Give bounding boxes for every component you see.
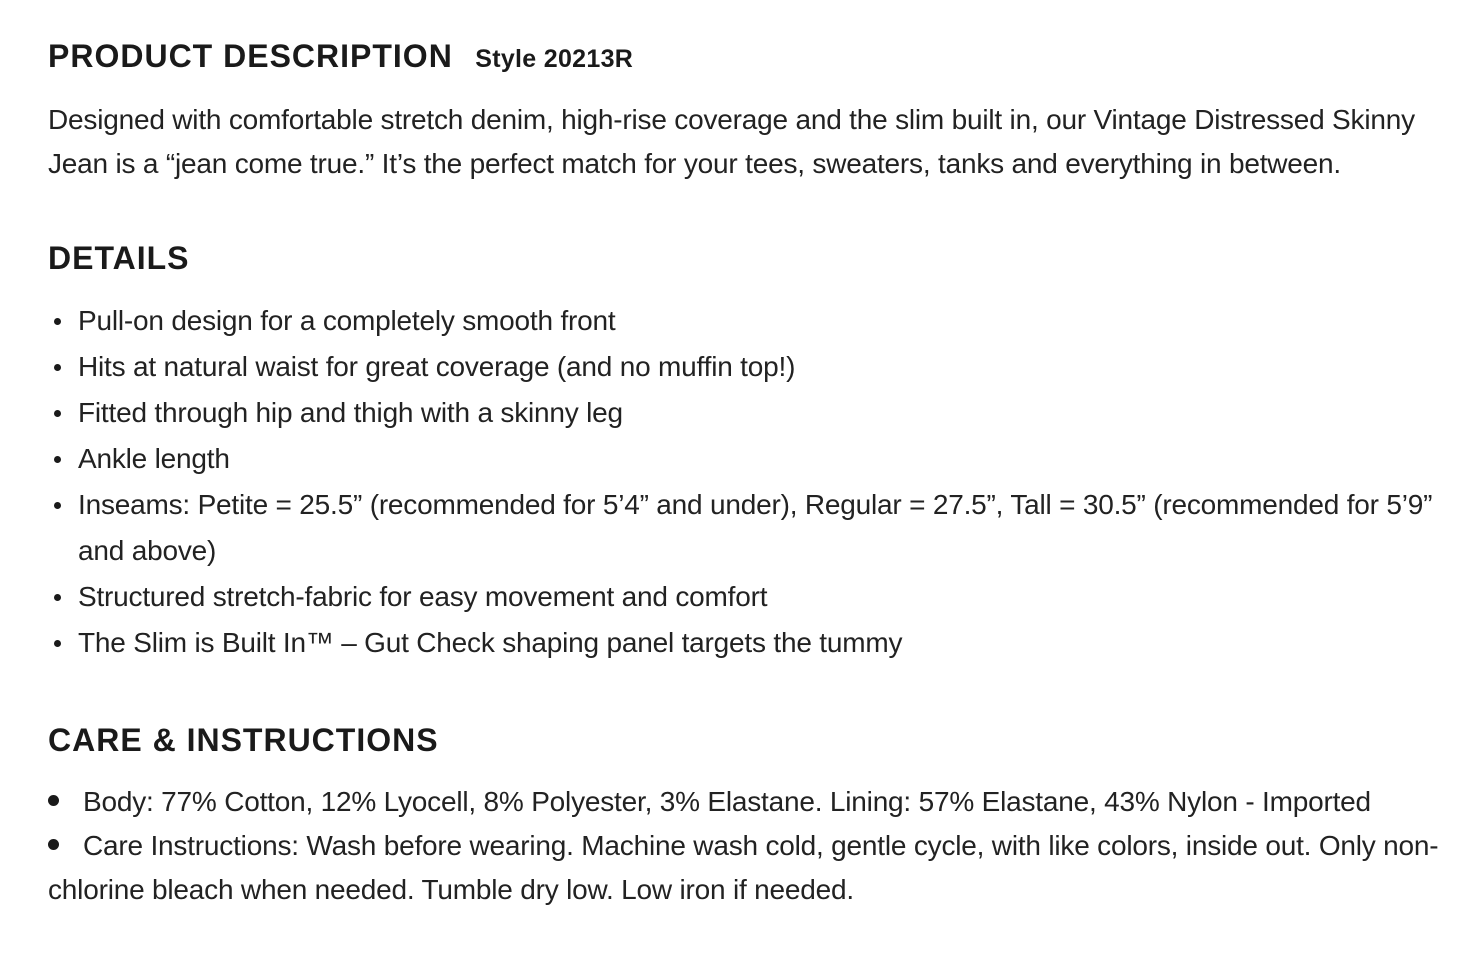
- bullet-icon: [54, 640, 61, 647]
- product-description-header: [48, 38, 633, 75]
- bullet-icon: [54, 410, 61, 417]
- list-item: [48, 390, 1477, 436]
- style-number: Style 20213R: [475, 45, 634, 73]
- care-item-continued: chlorine bleach when needed. Tumble dry low. Low iron if needed.: [48, 874, 854, 905]
- detail-text: Ankle length: [78, 443, 230, 474]
- care-item: [48, 824, 1468, 868]
- details-heading: DETAILS: [48, 240, 190, 276]
- detail-text: Fitted through hip and thigh with a skinny leg: [78, 397, 623, 428]
- care-item-text: Body: 77% Cotton, 12% Lyocell, 8% Polyester, 3% Elastane. Lining: 57% Elastane, 43% Nylon - Imported: [83, 786, 1371, 817]
- bullet-icon: [54, 502, 61, 509]
- list-item: [48, 482, 1477, 574]
- list-item: [48, 298, 1477, 344]
- list-item: [48, 436, 1477, 482]
- care-item-text: Care Instructions: Wash before wearing. Machine wash cold, gentle cycle, with like colors, inside out. Only non-: [83, 830, 1439, 861]
- list-item: [48, 574, 1477, 620]
- bullet-icon: [54, 318, 61, 325]
- detail-text-continued: and above): [78, 535, 217, 566]
- list-item: [48, 344, 1477, 390]
- product-description-heading: PRODUCT DESCRIPTION: [48, 38, 453, 74]
- care-instructions-block: [48, 780, 1468, 912]
- detail-text: The Slim is Built In™ – Gut Check shaping panel targets the tummy: [78, 627, 903, 658]
- detail-text: Pull-on design for a completely smooth front: [78, 305, 616, 336]
- care-item: [48, 780, 1468, 824]
- bullet-icon: [48, 839, 59, 850]
- detail-text: Structured stretch-fabric for easy movement and comfort: [78, 581, 768, 612]
- detail-text: Hits at natural waist for great coverage (and no muffin top!): [78, 351, 796, 382]
- bullet-icon: [48, 795, 59, 806]
- bullet-icon: [54, 364, 61, 371]
- bullet-icon: [54, 594, 61, 601]
- detail-text: Inseams: Petite = 25.5” (recommended for 5’4” and under), Regular = 27.5”, Tall = 30.5” (recommended for 5’9”: [78, 489, 1433, 520]
- list-item: [48, 620, 1477, 666]
- details-list: [48, 298, 1477, 666]
- care-instructions-heading: CARE & INSTRUCTIONS: [48, 722, 439, 758]
- product-description-text: Designed with comfortable stretch denim, high-rise coverage and the slim built in, our Vintage Distressed Skinny Jean is a “jean come true.” It’s the perfect match for your tees, sweaters, tanks and everything in between.: [48, 104, 1415, 179]
- bullet-icon: [54, 456, 61, 463]
